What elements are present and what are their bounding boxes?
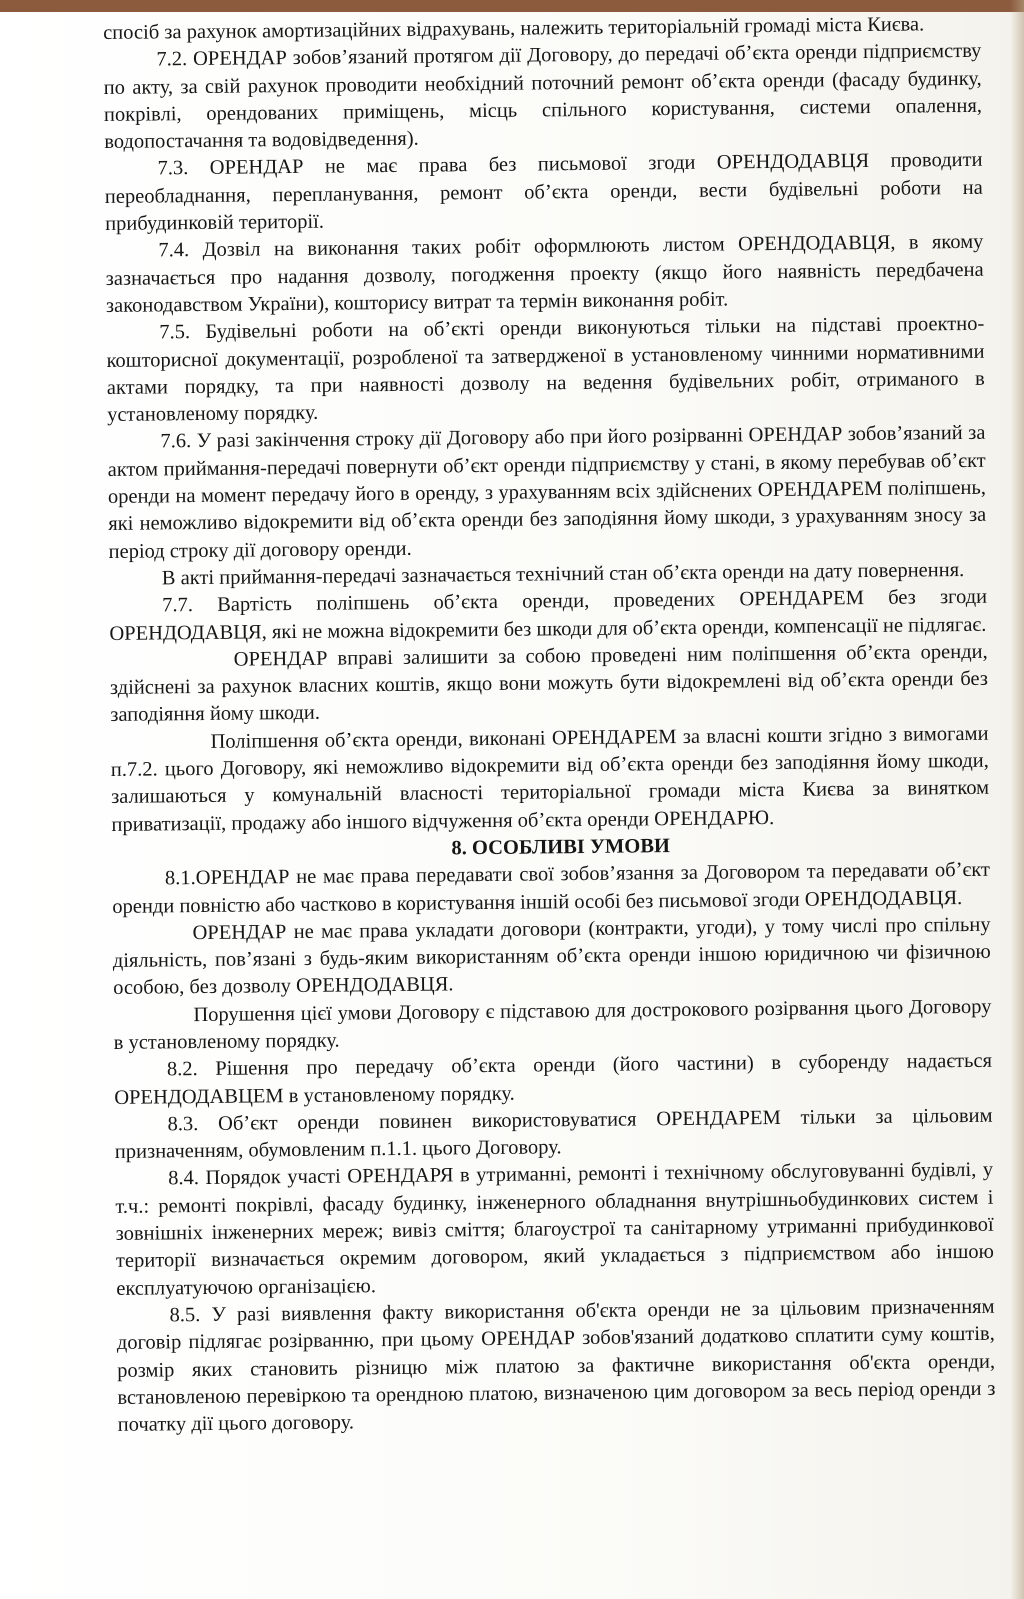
section-heading-8: 8. ОСОБЛИВІ УМОВИ bbox=[451, 835, 671, 860]
clause-7-5: 7.5. Будівельні роботи на об’єкті оренди виконуються тільки на підставі проектно-кошторисної документації, розробленої та затвердженої в установленому чинними нормативними актами порядку, та при наявності дозволу на ведення будівельних робіт, отриманого в установленому порядку. bbox=[106, 313, 985, 427]
clause-7-6-note: В акті приймання-передачі зазначається технічний стан об’єкта оренди на дату повернення. bbox=[161, 558, 965, 590]
clause-7-7: 7.7. Вартість поліпшень об’єкта оренди, проведених ОРЕНДАРЕМ без згоди ОРЕНДОДАВЦЯ, які не можна відокремити без шкоди для об’єкта оренди, компенсації не підлягає. bbox=[109, 586, 988, 645]
clause-8-1: 8.1.ОРЕНДАР не має права передавати свої зобов’язання за Договором та передавати об’єкт оренди повністю або частково в користування іншій особі без письмової згоди ОРЕНДОДАВЦЯ. bbox=[112, 858, 991, 918]
clause-8-3: 8.3. Об’єкт оренди повинен використовуватися ОРЕНДАРЕМ тільки за цільовим призначенням, обумовленим п.1.1. цього Договору. bbox=[114, 1104, 993, 1164]
page-right-edge bbox=[1010, 0, 1024, 1599]
paragraph-continuation: спосіб за рахунок амортизаційних відрахувань, належить територіальній громаді міста Києва. bbox=[103, 13, 925, 44]
clause-8-1-second: ОРЕНДАР не має права укладати договори (контракти, угоди), у тому числі про спільну діяльність, пов’язані з будь-яким використанням об’єкта оренди іншою юридичною чи фізичною особою, без дозволу ОРЕНДОДАВЦЯ. bbox=[112, 913, 991, 1000]
clause-7-2: 7.2. ОРЕНДАР зобов’язаний протягом дії Договору, до передачі об’єкта оренди підприємству по акту, за свій рахунок проводити необхідний поточний ремонт об’єкта оренди (фасаду будинку, покрівлі, орендованих приміщень, місць спільного користування, системи опалення, водопостачання та водовідведення). bbox=[103, 40, 983, 154]
document-body bbox=[103, 11, 996, 1440]
clause-8-1-third: Порушення цієї умови Договору є підставою для дострокового розірвання цього Договору в установленому порядку. bbox=[113, 995, 992, 1054]
clause-7-7-third: Поліпшення об’єкта оренди, виконані ОРЕНДАРЕМ за власні кошти згідно з вимогами п.7.2. цього Договору, які неможливо відокремити від об’єкта оренди без заподіяння йому шкоди, залишаються у комунальній власності територіальної громади міста Києва за винятком приватизації, продажу або іншого відчуження об’єкта оренди ОРЕНДАРЮ. bbox=[110, 722, 990, 836]
clause-8-2: 8.2. Рішення про передачу об’єкта оренди (його частини) в суборенду надається ОРЕНДОДАВЦЕМ в установленому порядку. bbox=[114, 1050, 993, 1109]
clause-8-4: 8.4. Порядок участі ОРЕНДАРЯ в утриманні, ремонті і технічному обслуговуванні будівлі, у т.ч.: ремонті покрівлі, фасаду будинку, інженерного обладнання внутрішньобудинкових систем і зовнішніх інженерних мереж; вивіз сміття; благоустрої та санітарному утриманні прибудинкової території визначається окремим договором, який укладається з підприємством або іншою експлуатуючою організацією. bbox=[115, 1159, 995, 1300]
clause-8-5: 8.5. У разі виявлення факту використання об'єкта оренди не за цільовим призначенням договір підлягає розірванню, при цьому ОРЕНДАР зобов'язаний додатково сплатити суму коштів, розмір яких становить різницю між платою за фактичне використання об'єкта оренди, встановленою перевіркою та орендною платою, визначеною цим договором за весь період оренди з початку дії цього договору. bbox=[116, 1295, 996, 1437]
clause-7-3: 7.3. ОРЕНДАР не має права без письмової згоди ОРЕНДОДАВЦЯ проводити переобладнання, перепланування, ремонт об’єкта оренди, вести будівельні роботи на прибудинковій території. bbox=[104, 149, 983, 236]
page-top-edge bbox=[0, 0, 1024, 12]
clause-7-4: 7.4. Дозвіл на виконання таких робіт оформлюють листом ОРЕНДОДАВЦЯ, в якому зазначається про надання дозволу, погодження проекту (якщо його наявність передбачена законодавством України), кошторису витрат та термін виконання робіт. bbox=[105, 231, 984, 317]
clause-7-7-second: ОРЕНДАР вправі залишити за собою проведені ним поліпшення об’єкта оренди, здійснені за рахунок власних коштів, якщо вони можуть бути відокремлені від об’єкта оренди без заподіяння йому шкоди. bbox=[109, 640, 989, 727]
clause-7-6: 7.6. У разі закінчення строку дії Договору або при його розірванні ОРЕНДАР зобов’язаний за актом приймання-передачі повернути об’єкт оренди підприємству у стані, в якому перебував об’єкт оренди на момент передачу його в оренду, з урахуванням всіх здійснених ОРЕНДАРЕМ поліпшень, які неможливо відокремити від об’єкта оренди без заподіяння йому шкоди, з урахуванням зносу за період строку дії договору оренди. bbox=[107, 422, 987, 563]
